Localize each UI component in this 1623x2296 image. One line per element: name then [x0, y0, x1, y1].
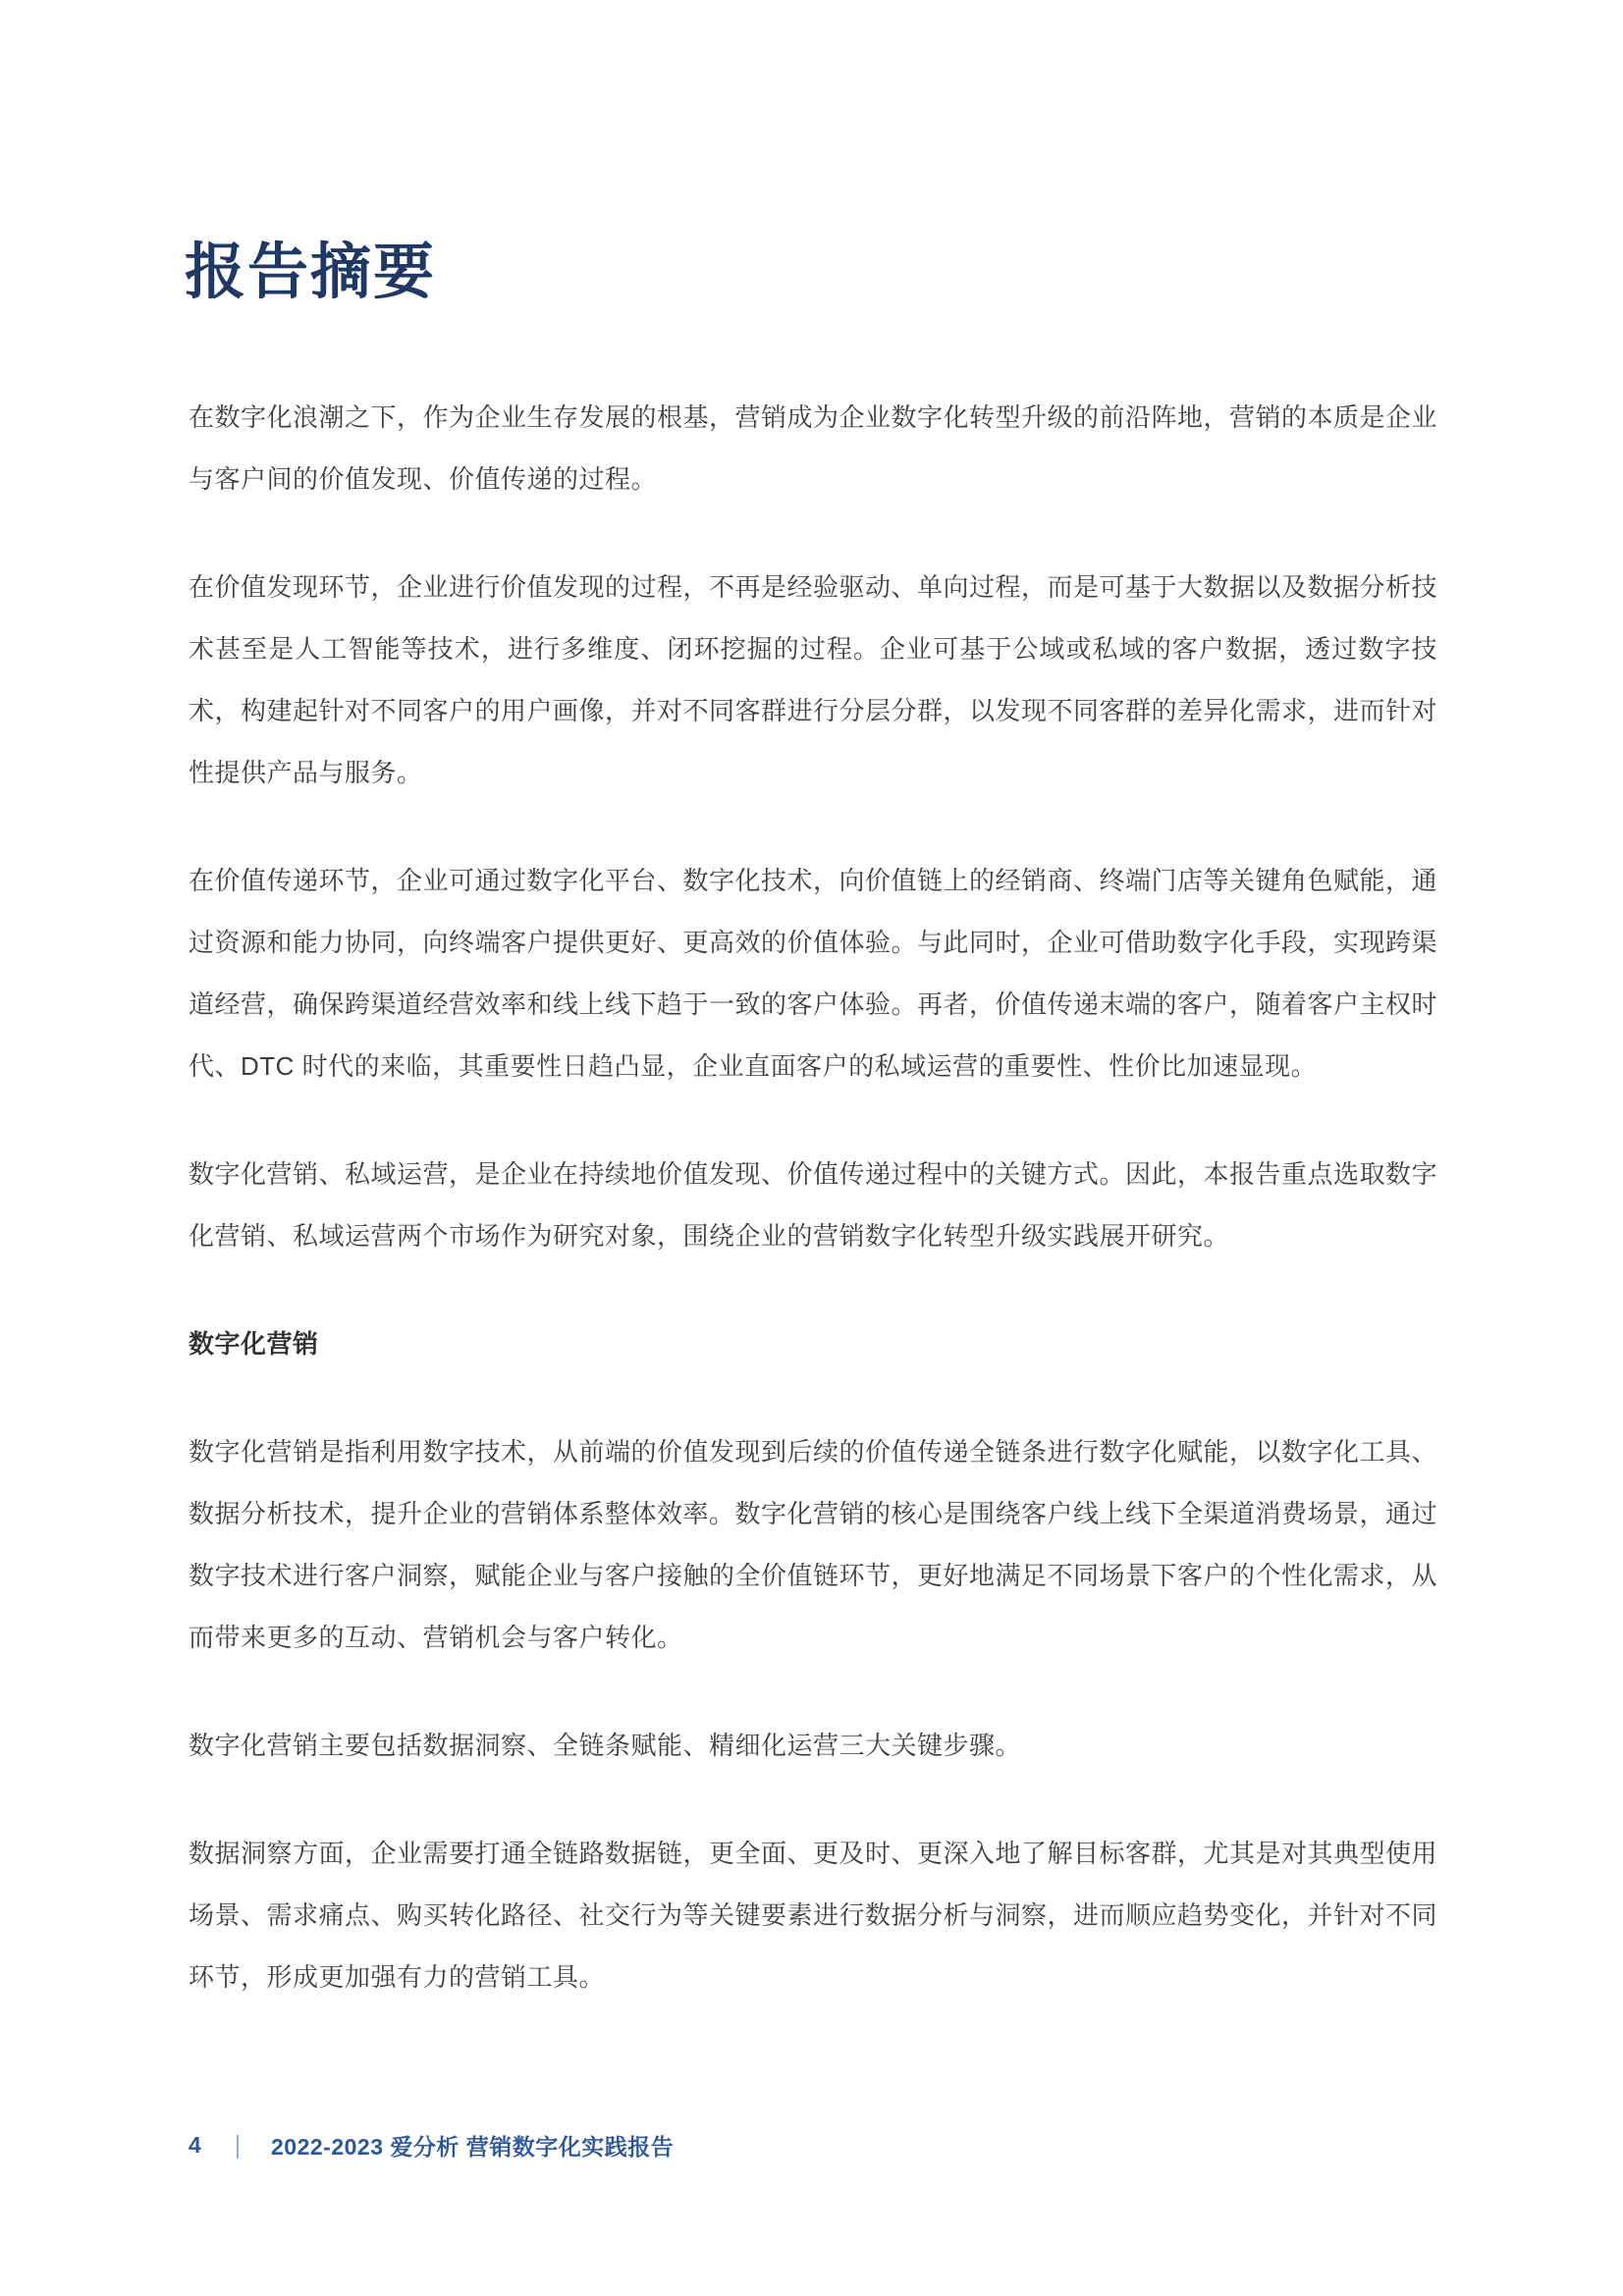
- summary-paragraph: 在数字化浪潮之下，作为企业生存发展的根基，营销成为企业数字化转型升级的前沿阵地，营销的本质是企业与客户间的价值发现、价值传递的过程。: [189, 402, 1438, 494]
- summary-paragraph: 在价值传递环节，企业可通过数字化平台、数字化技术，向价值链上的经销商、终端门店等关键角色赋能，通过资源和能力协同，向终端客户提供更好、更高效的价值体验。与此同时，企业可借助数字化手段，实现跨渠道经营，确保跨渠道经营效率和线上线下趋于一致的客户体验。再者，价值传递末端的客户，随着客户主权时代、DTC 时代的来临，其重要性日趋凸显，企业直面客户的私域运营的重要性、性价比加速显现。: [189, 866, 1438, 1081]
- summary-paragraph: 在价值发现环节，企业进行价值发现的过程，不再是经验驱动、单向过程，而是可基于大数据以及数据分析技术甚至是人工智能等技术，进行多维度、闭环挖掘的过程。企业可基于公域或私域的客户数据，透过数字技术，构建起针对不同客户的用户画像，并对不同客群进行分层分群，以发现不同客群的差异化需求，进而针对性提供产品与服务。: [189, 572, 1438, 787]
- page-title: 报告摘要: [185, 239, 437, 306]
- summary-paragraph: 数字化营销主要包括数据洞察、全链条赋能、精细化运营三大关键步骤。: [189, 1731, 1022, 1760]
- section-subheading-digital-marketing: 数字化营销: [189, 1329, 319, 1359]
- summary-content: [189, 387, 1437, 2055]
- footer-separator: ｜: [226, 2135, 249, 2162]
- summary-paragraph: 数字化营销、私域运营，是企业在持续地价值发现、价值传递过程中的关键方式。因此，本报告重点选取数字化营销、私域运营两个市场作为研究对象，围绕企业的营销数字化转型升级实践展开研究。: [189, 1159, 1438, 1251]
- summary-paragraph: 数据洞察方面，企业需要打通全链路数据链，更全面、更及时、更深入地了解目标客群，尤其是对其典型使用场景、需求痛点、购买转化路径、社交行为等关键要素进行数据分析与洞察，进而顺应趋势变化，并针对不同环节，形成更加强有力的营销工具。: [189, 1839, 1438, 1992]
- page-number: 4: [189, 2132, 201, 2158]
- page-footer: [189, 2128, 674, 2163]
- summary-paragraph: 数字化营销是指利用数字技术，从前端的价值发现到后续的价值传递全链条进行数字化赋能，以数字化工具、数据分析技术，提升企业的营销体系整体效率。数字化营销的核心是围绕客户线上线下全渠道消费场景，通过数字技术进行客户洞察，赋能企业与客户接触的全价值链环节，更好地满足不同场景下客户的个性化需求，从而带来更多的互动、营销机会与客户转化。: [189, 1437, 1438, 1652]
- footer-report-title: 2022-2023 爱分析 营销数字化实践报告: [271, 2134, 675, 2160]
